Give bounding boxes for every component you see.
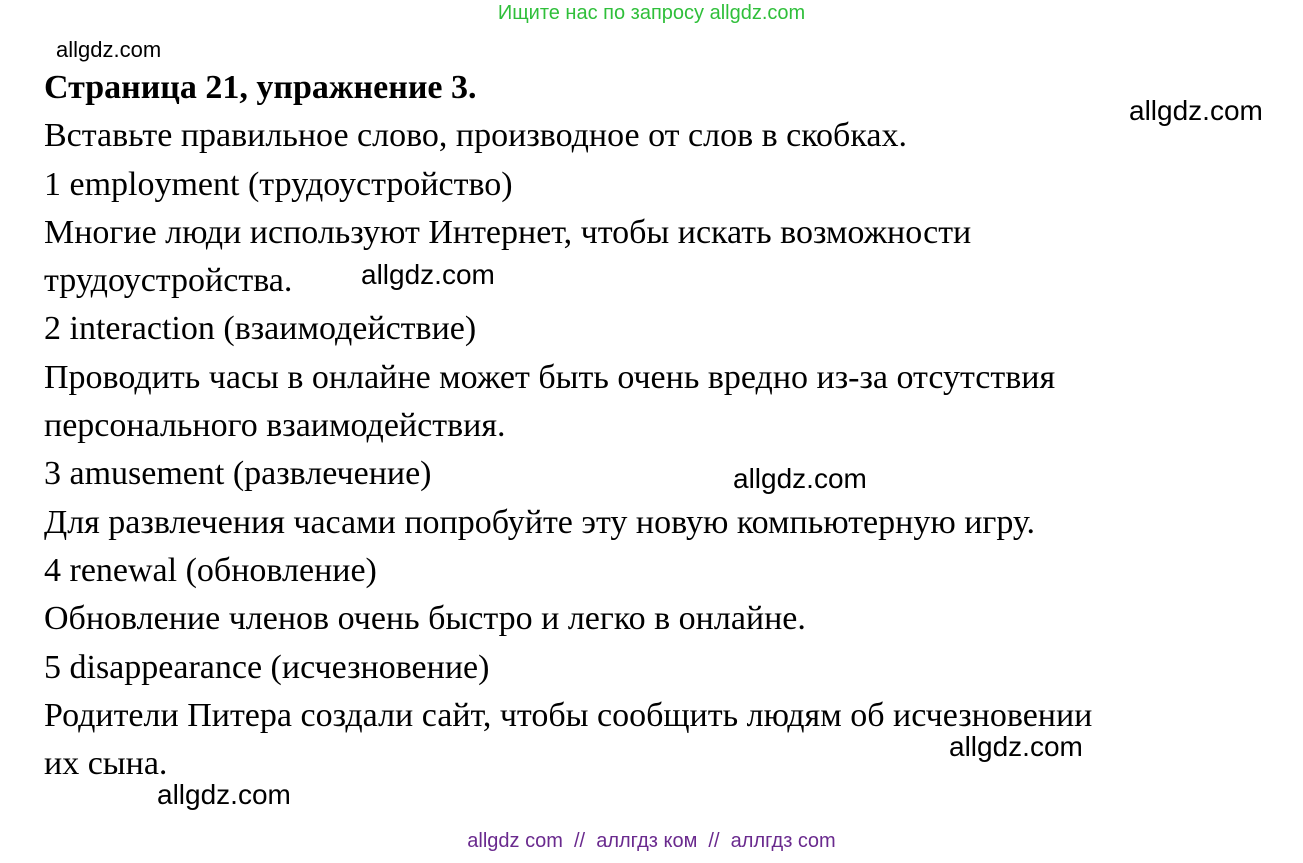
exercise-content bbox=[44, 64, 1284, 788]
item-heading: 3 amusement (развлечение) bbox=[44, 455, 432, 493]
item-text-line: Проводить часы в онлайне может быть очень вредно из-за отсутствия bbox=[44, 358, 1056, 396]
item-heading: 5 disappearance (исчезновение) bbox=[44, 648, 490, 686]
bottom-footer: allgdz com // аллгдз ком // аллгдз com bbox=[467, 830, 836, 852]
top-banner: Ищите нас по запросу allgdz.com bbox=[497, 2, 806, 24]
item-text-line: их сына. bbox=[44, 745, 168, 783]
watermark: allgdz.com bbox=[361, 259, 495, 290]
item-text-line: трудоустройства. bbox=[44, 262, 293, 300]
item-heading: 2 interaction (взаимодействие) bbox=[44, 310, 477, 348]
item-text-line: персонального взаимодействия. bbox=[44, 407, 506, 445]
exercise-instruction: Вставьте правильное слово, производное от слов в скобках. bbox=[44, 117, 907, 155]
watermark: allgdz.com bbox=[733, 463, 867, 494]
item-text-line: Многие люди используют Интернет, чтобы искать возможности bbox=[44, 213, 972, 251]
watermark: allgdz.com bbox=[949, 731, 1083, 762]
item-text-line: Для развлечения часами попробуйте эту новую компьютерную игру. bbox=[44, 503, 1036, 541]
watermark: allgdz.com bbox=[1129, 95, 1263, 126]
watermark: allgdz.com bbox=[157, 779, 291, 810]
item-heading: 4 renewal (обновление) bbox=[44, 551, 377, 589]
item-heading: 1 employment (трудоустройство) bbox=[44, 165, 513, 203]
item-text-line: Родители Питера создали сайт, чтобы сообщить людям об исчезновении bbox=[44, 696, 1093, 734]
watermark: allgdz.com bbox=[56, 37, 162, 62]
item-text-line: Обновление членов очень быстро и легко в онлайне. bbox=[44, 600, 806, 638]
exercise-title: Страница 21, упражнение 3. bbox=[44, 69, 477, 106]
